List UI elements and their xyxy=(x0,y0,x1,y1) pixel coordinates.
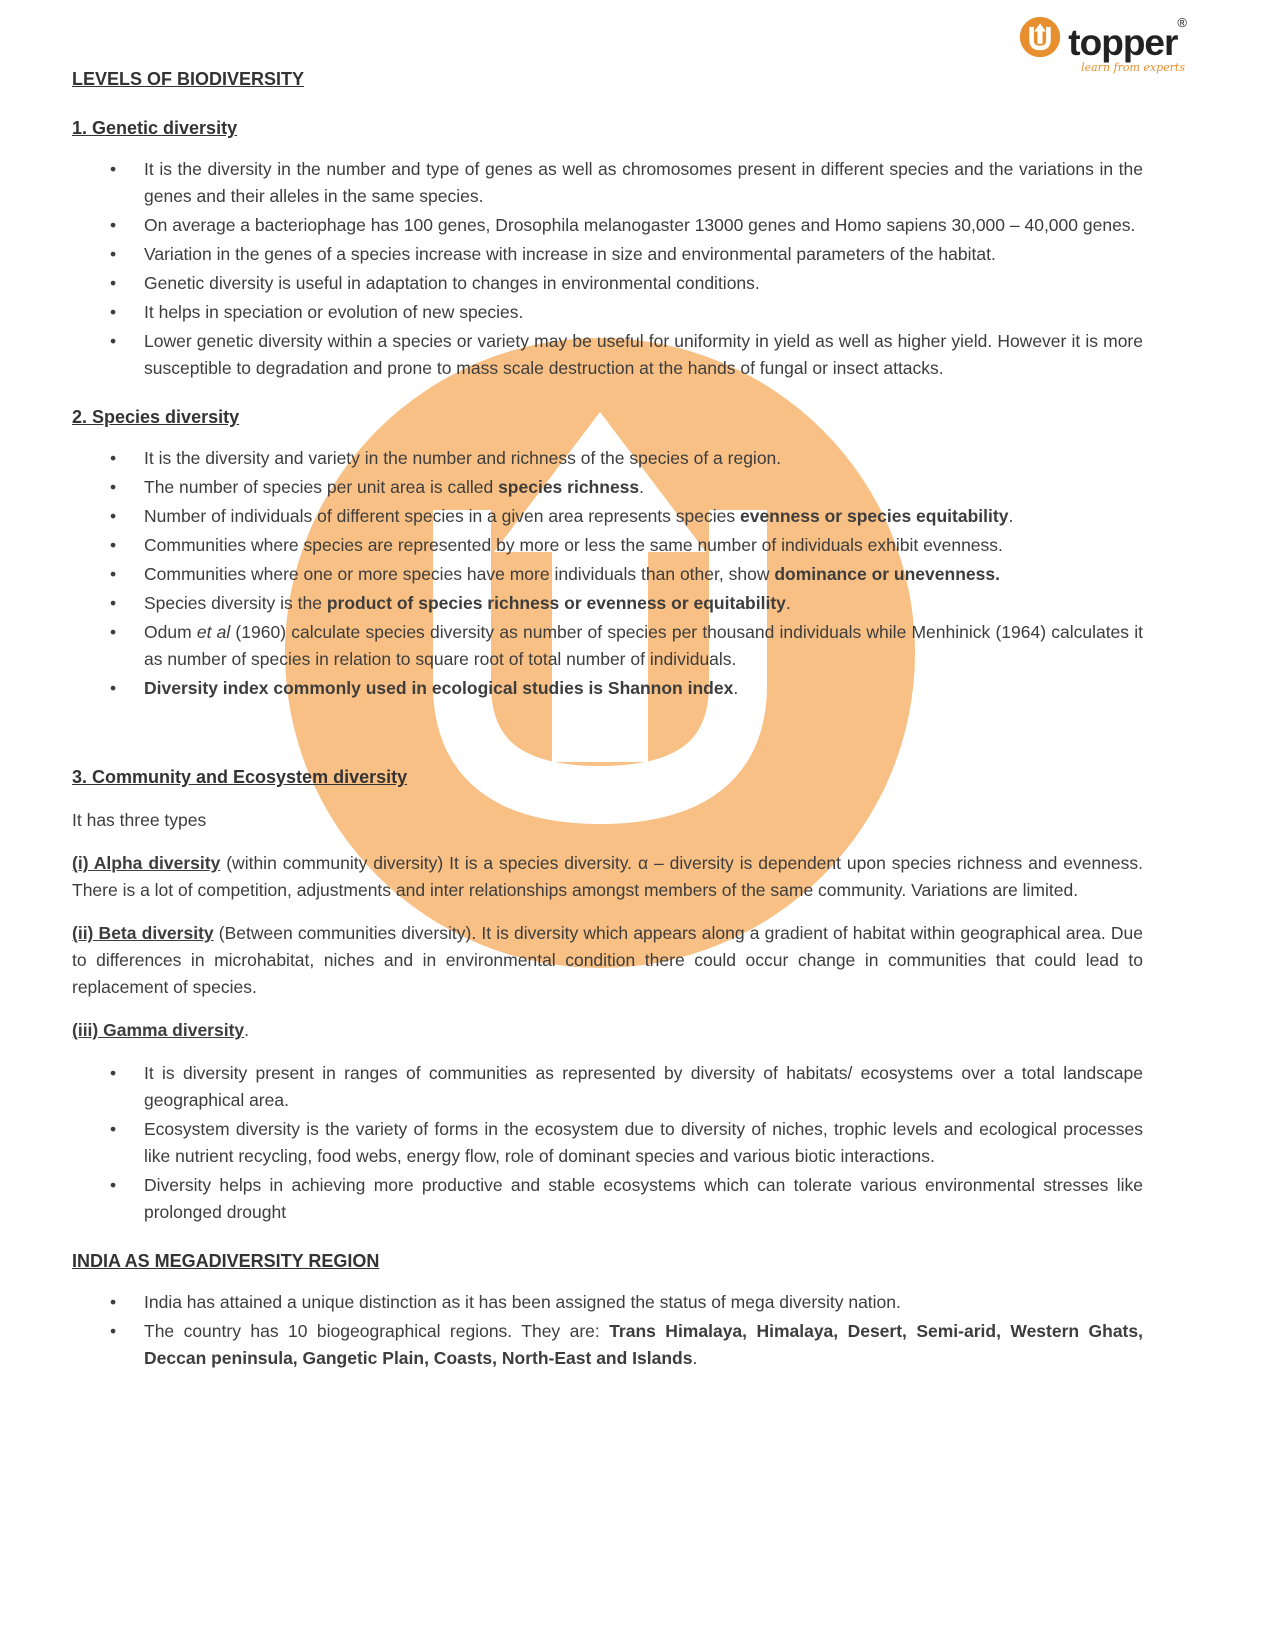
section-heading-text: 3. Community and Ecosystem diversity xyxy=(72,767,408,787)
text-segment: (ii) Beta diversity xyxy=(72,923,214,943)
text-segment: . xyxy=(733,678,739,698)
bullet-item xyxy=(72,1060,1143,1114)
text-segment: Odum xyxy=(144,622,197,642)
text-segment: Variation in the genes of a species increase with increase in size and environmental parameters of the habitat. xyxy=(144,244,996,264)
bullet-list xyxy=(72,156,1143,382)
bullet-item xyxy=(72,241,1143,268)
text-segment: Communities where species are represented by more or less the same number of individuals exhibit evenness. xyxy=(144,535,1003,555)
text-segment: It is the diversity in the number and type of genes as well as chromosomes present in different species and the variations in the genes and their alleles in the same species. xyxy=(144,159,1143,206)
text-segment: Number of individuals of different species in a given area represents species xyxy=(144,506,740,526)
paragraph xyxy=(72,920,1143,1001)
bullet-item xyxy=(72,474,1143,501)
section-heading xyxy=(72,764,1143,791)
section-heading-text: INDIA AS MEGADIVERSITY REGION xyxy=(72,1251,380,1271)
paragraph xyxy=(72,807,1143,834)
text-segment: It is the diversity and variety in the number and richness of the species of a region. xyxy=(144,448,782,468)
section-heading xyxy=(72,404,1143,431)
text-segment: Genetic diversity is useful in adaptation to changes in environmental conditions. xyxy=(144,273,760,293)
text-segment: . xyxy=(785,593,791,613)
bullet-item xyxy=(72,590,1143,617)
section-heading xyxy=(72,66,1143,93)
brand-logo xyxy=(1019,15,1187,74)
bullet-item xyxy=(72,1318,1143,1372)
text-segment: . xyxy=(244,1020,250,1040)
brand-tagline: learn from experts xyxy=(1081,61,1185,74)
bullet-item xyxy=(72,532,1143,559)
text-segment: dominance or unevenness. xyxy=(774,564,1000,584)
bullet-item xyxy=(72,299,1143,326)
text-segment: . xyxy=(639,477,645,497)
paragraph xyxy=(72,850,1143,904)
bullet-item xyxy=(72,1172,1143,1226)
bullet-list xyxy=(72,1289,1143,1372)
text-segment: species richness xyxy=(498,477,640,497)
bullet-item xyxy=(72,156,1143,210)
text-segment: Trans Himalaya, Himalaya, Desert, Semi-arid, Western Ghats, Deccan peninsula, Gangetic Plain, Coasts, North-East and Islands xyxy=(144,1321,1143,1368)
text-segment: . xyxy=(692,1348,698,1368)
section-heading xyxy=(72,1248,1143,1275)
text-segment: Ecosystem diversity is the variety of forms in the ecosystem due to diversity of niches, trophic levels and ecological processes like nutrient recycling, food webs, energy flow, role of dominant species and various biotic interactions. xyxy=(144,1119,1143,1166)
text-segment: (Between communities diversity). It is diversity which appears along a gradient of habitat within geographical area. Due to differences in microhabitat, niches and in environmental condition there could occur change in communities that could lead to replacement of species. xyxy=(72,923,1143,997)
text-segment: evenness or species equitability xyxy=(739,506,1009,526)
section-heading xyxy=(72,115,1143,142)
text-segment: Diversity helps in achieving more productive and stable ecosystems which can tolerate various environmental stresses like prolonged drought xyxy=(144,1175,1143,1222)
bullet-item xyxy=(72,503,1143,530)
text-segment: product of species richness or evenness or equitability xyxy=(326,593,786,613)
text-segment: Diversity index commonly used in ecological studies is Shannon index xyxy=(144,678,734,698)
bullet-item xyxy=(72,619,1143,673)
document-body xyxy=(72,66,1143,1372)
text-segment: It has three types xyxy=(72,810,207,830)
text-segment: Species diversity is the xyxy=(144,593,327,613)
registered-mark: ® xyxy=(1177,15,1187,30)
text-segment: Communities where one or more species have more individuals than other, show xyxy=(144,564,775,584)
section-heading-text: LEVELS OF BIODIVERSITY xyxy=(72,69,305,89)
brand-name: topper xyxy=(1068,22,1178,63)
topper-logo-icon xyxy=(1019,16,1061,58)
bullet-item xyxy=(72,561,1143,588)
section-heading-text: 2. Species diversity xyxy=(72,407,240,427)
bullet-item xyxy=(72,328,1143,382)
text-segment: The country has 10 biogeographical regions. They are: xyxy=(144,1321,610,1341)
bullet-item xyxy=(72,270,1143,297)
bullet-item xyxy=(72,1289,1143,1316)
bullet-list xyxy=(72,445,1143,702)
text-segment: (1960) calculate species diversity as number of species per thousand individuals while Menhinick (1964) calculates it as number of species in relation to square root of total number of individuals. xyxy=(144,622,1143,669)
text-segment: The number of species per unit area is called xyxy=(144,477,499,497)
text-segment: et al xyxy=(196,622,231,642)
bullet-item xyxy=(72,445,1143,472)
text-segment: (i) Alpha diversity xyxy=(72,853,221,873)
bullet-item xyxy=(72,212,1143,239)
text-segment: It helps in speciation or evolution of new species. xyxy=(144,302,524,322)
text-segment: India has attained a unique distinction as it has been assigned the status of mega diversity nation. xyxy=(144,1292,901,1312)
brand-text xyxy=(1068,15,1187,74)
text-segment: (within community diversity) It is a species diversity. α – diversity is dependent upon species richness and evenness. There is a lot of competition, adjustments and inter relationships amongst members of the same community. Variations are limited. xyxy=(72,853,1144,900)
text-segment: On average a bacteriophage has 100 genes, Drosophila melanogaster 13000 genes and Homo sapiens 30,000 – 40,000 genes. xyxy=(144,215,1136,235)
text-segment: It is diversity present in ranges of communities as represented by diversity of habitats/ ecosystems over a total landscape geographical area. xyxy=(144,1063,1143,1110)
bullet-item xyxy=(72,675,1143,702)
text-segment: . xyxy=(1008,506,1014,526)
text-segment: Lower genetic diversity within a species or variety may be useful for uniformity in yield as well as higher yield. However it is more susceptible to degradation and prone to mass scale destruction at the hands of fungal or insect attacks. xyxy=(144,331,1143,378)
bullet-list xyxy=(72,1060,1143,1226)
text-segment: (iii) Gamma diversity xyxy=(72,1020,245,1040)
paragraph xyxy=(72,1017,1143,1044)
bullet-item xyxy=(72,1116,1143,1170)
section-heading-text: 1. Genetic diversity xyxy=(72,118,238,138)
